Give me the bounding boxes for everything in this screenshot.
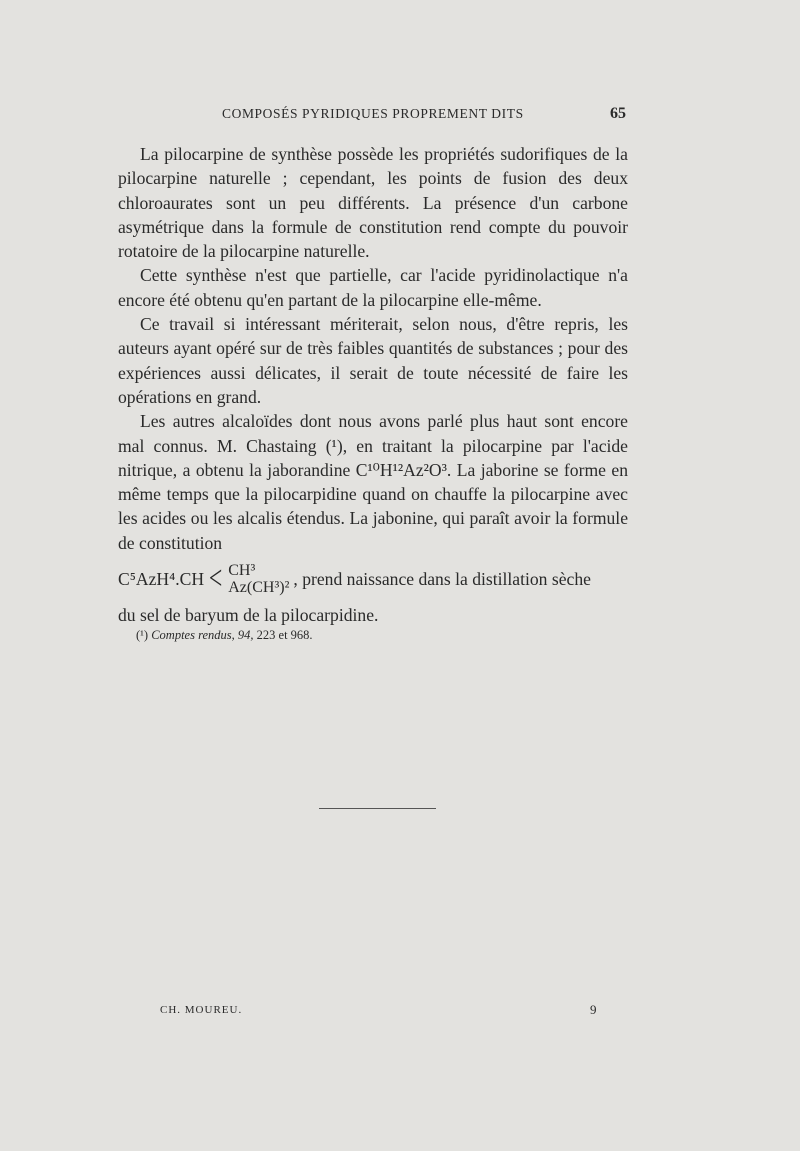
paragraph: Cette synthèse n'est que partielle, car l'acide pyridinolactique n'a encore été obtenu qu'en partant de la pilocarpine elle-même. — [118, 265, 628, 310]
printer-signature: CH. MOUREU. — [160, 1004, 243, 1016]
paragraph: Les autres alcaloïdes dont nous avons parlé plus haut sont encore mal connus. M. Chastaing (¹), en traitant la pilocarpine par l'acide nitrique, a obtenu la jaborandine C¹⁰H¹²Az²O³. La jaborine se forme en même temps que la pilocarpidine quand on chauffe la pilocarpine avec les acides ou les alcalis étendus. La jabonine, qui paraît avoir la formule de constitution — [118, 411, 628, 553]
body-text — [118, 142, 628, 627]
formula-branch-bottom: Az(CH³)² — [228, 579, 290, 597]
formula-branches — [228, 562, 289, 596]
paragraph-closing: du sel de baryum de la pilocarpidine. — [118, 605, 379, 626]
formula-rest: , prend naissance dans la distillation sèche — [293, 568, 591, 589]
section-rule — [319, 808, 436, 809]
formula-left: C⁵AzH⁴.CH — [118, 568, 205, 589]
footnote — [136, 628, 313, 643]
paragraph: La pilocarpine de synthèse possède les propriétés sudorifiques de la pilocarpine naturelle ; cependant, les points de fusion des deux chloroaurates sont un peu différents. La présence d'un carbone asymétrique dans la formule de constitution rend compte du pouvoir rotatoire de la pilocarpine naturelle. — [118, 144, 628, 262]
page-number: 65 — [610, 105, 626, 122]
running-head: COMPOSÉS PYRIDIQUES PROPREMENT DITS — [222, 106, 524, 121]
formula-branch-top: CH³ — [228, 562, 256, 580]
paragraph: Ce travail si intéressant mériterait, selon nous, d'être repris, les auteurs ayant opéré sur de très faibles quantités de substances ; pour des expériences aussi délicates, il serait de toute nécessité de faire les opérations en grand. — [118, 314, 628, 407]
footnote-marker: (¹) — [136, 628, 149, 642]
formula-chevron: < — [208, 560, 223, 598]
footnote-pages: 223 et 968. — [256, 628, 313, 642]
chemical-formula-line — [118, 555, 628, 603]
footnote-source: Comptes rendus, 94, — [151, 628, 254, 642]
sheet-number: 9 — [590, 1002, 597, 1017]
page-header — [118, 106, 628, 128]
